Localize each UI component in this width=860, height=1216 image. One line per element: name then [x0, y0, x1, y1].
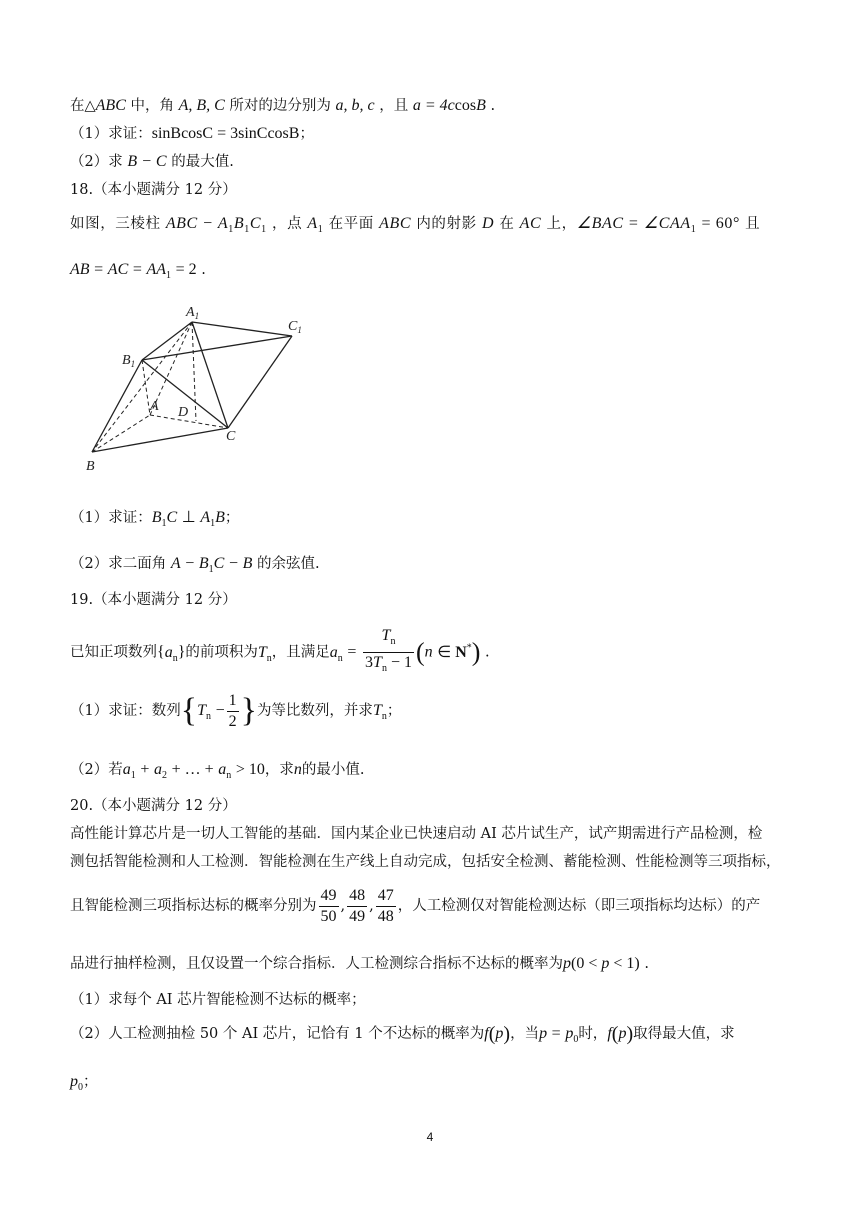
- label-C: C: [226, 429, 236, 444]
- label-C1: $C_1$: [288, 319, 302, 335]
- page-number: 4: [426, 1130, 434, 1144]
- label-D: D: [178, 405, 189, 420]
- q19-header: 19.（本小题满分 12 分）: [70, 592, 237, 608]
- q18-header: 18.（本小题满分 12 分）: [70, 182, 237, 198]
- q18-part1: （1）求证：$B_1C$ ⊥ $A_1B$；: [70, 509, 240, 530]
- label-A: A: [150, 399, 159, 414]
- q17-part1: （1）求证：sinBcosC = 3sinCcosB；: [70, 125, 314, 142]
- edge-AC: [150, 415, 228, 428]
- q18-part2: （2）求二面角 $A - B_1C - B$ 的余弦值.: [70, 555, 320, 576]
- q20-part1: （1）求每个 AI 芯片智能检测不达标的概率；: [70, 992, 366, 1008]
- edge-A1C1: [192, 322, 292, 336]
- q20-paragraph-line1: 高性能计算芯片是一切人工智能的基础．国内某企业已快速启动 AI 芯片试生产，试产期需进行产品检测，检: [70, 826, 763, 842]
- q20-part2-cont: $p_0$；: [70, 1073, 98, 1094]
- q20-paragraph-line3: 且智能检测三项指标达标的概率分别为 $\frac{49}{50}$ , $\frac{48}{49}$ , $\frac{47}{48}$ ，人工检测仅对智能检测达标（即三项指标均达标）的产: [70, 886, 761, 925]
- q17-part2: （2）求 B − C 的最大值.: [70, 153, 234, 170]
- edge-B1A: [142, 360, 150, 415]
- q20-paragraph-line4: 品进行抽样检测，且仅设置一个综合指标．人工检测综合指标不达标的概率为p(0 < p < 1) .: [70, 955, 649, 972]
- edge-B1C1: [142, 336, 292, 360]
- q20-header: 20.（本小题满分 12 分）: [70, 798, 237, 814]
- q18-stem-line2: AB = AC = $AA_1 = 2$ .: [70, 261, 206, 282]
- edge-BC: [92, 428, 228, 452]
- label-B: B: [86, 459, 95, 474]
- q19-part1: （1）求证：数列{$T_n$ − $\frac{1}{2}$ }为等比数列，并求$T_n$；: [70, 691, 402, 730]
- q18-stem-line1: 如图，三棱柱 ABC − $A_1B_1C_1$ ，点 $A_1$ 在平面 ABC 内的射影 D 在 AC 上，∠BAC = $\angle CAA_1 = 60^\circ$ 且: [70, 215, 761, 236]
- edge-B1A1: [142, 322, 192, 360]
- prism-figure: [80, 300, 320, 480]
- edge-A1C: [192, 322, 228, 428]
- q20-paragraph-line2: 测包括智能检测和人工检测．智能检测在生产线上自动完成，包括安全检测、蓄能检测、性能检测等三项指标，: [70, 854, 781, 870]
- q20-part2: （2）人工检测抽检 50 个 AI 芯片，记恰有 1 个不达标的概率为f(p)，当$p = p_0$时，f(p)取得最大值，求: [70, 1023, 735, 1046]
- edge-A1D: [192, 322, 196, 421]
- edge-C1C: [228, 336, 292, 428]
- q19-part2: （2）若$a_1 + a_2$ + … + $a_n > 10$，求n的最小值.: [70, 761, 365, 782]
- label-B1: $B_1$: [122, 353, 136, 369]
- label-A1: $A_1$: [186, 305, 200, 321]
- edge-BB1: [92, 360, 142, 452]
- q17-stem: 在△ABC 中，角 A, B, C 所对的边分别为 a, b, c ，且 a = 4ccosB .: [70, 97, 496, 114]
- q19-stem: 已知正项数列$\{a_n\}$的前项积为$T_n$，且满足$a_n$ = $\frac{T_n}{3T_n - 1}$ (n ∈ N*) .: [70, 627, 490, 675]
